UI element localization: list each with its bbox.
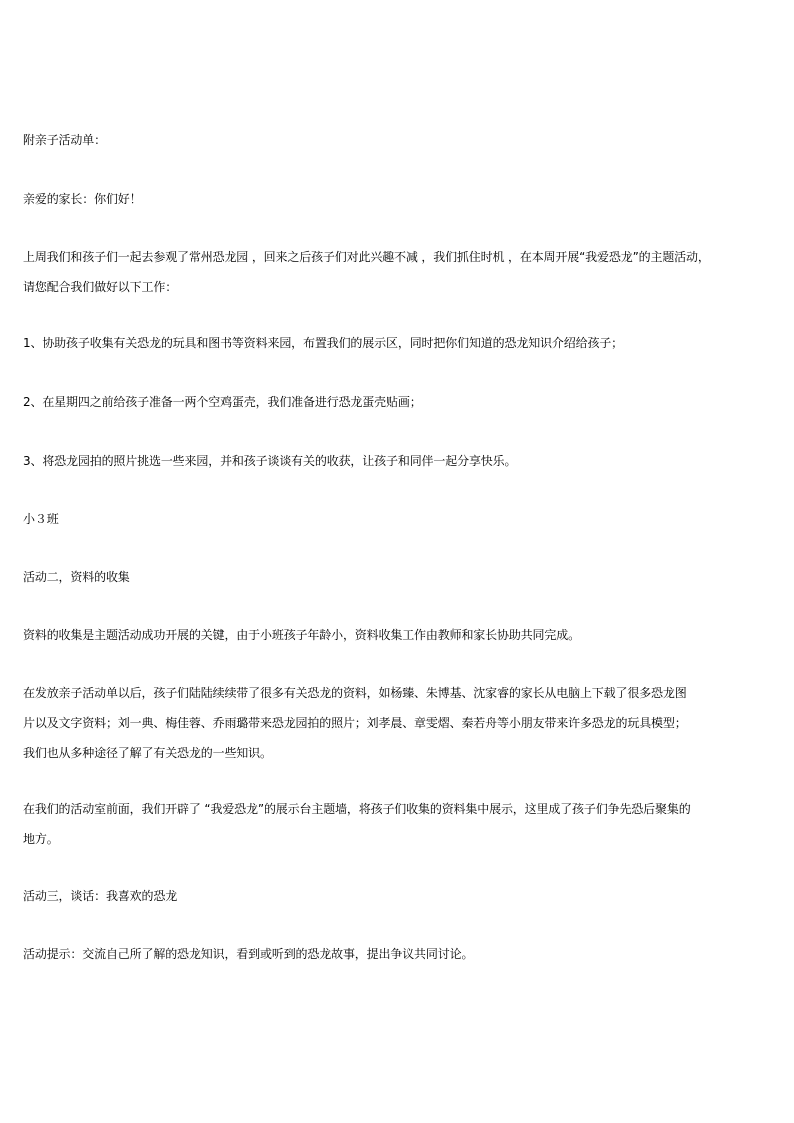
activity-2-paragraph-3 [23, 794, 778, 854]
task-item-3: 3、将恐龙园拍的照片挑选一些来园，并和孩子谈谈有关的收获，让孩子和同伴一起分享快乐。 [23, 454, 517, 468]
attachment-title: 附亲子活动单： [23, 133, 106, 147]
activity-3-heading: 活动三，谈话：我喜欢的恐龙 [23, 889, 178, 903]
activity-2-paragraph-2-line-3: 我们也从多种途径了解了有关恐龙的一些知识。 [23, 746, 272, 760]
activity-2-paragraph-2-line-1: 在发放亲子活动单以后，孩子们陆陆续续带了很多有关恐龙的资料，如杨臻、朱博基、沈家睿的家长从电脑上下载了很多恐龙图 [23, 686, 687, 700]
greeting: 亲爱的家长：你们好！ [23, 192, 142, 206]
intro-line-1: 上周我们和孩子们一起去参观了常州恐龙园 ，回来之后孩子们对此兴趣不减 ，我们抓住时机 ，在本周开展“我爱恐龙”的主题活动， [23, 250, 710, 264]
intro-line-2: 请您配合我们做好以下工作： [23, 280, 178, 294]
intro-paragraph [23, 242, 778, 302]
activity-2-heading: 活动二，资料的收集 [23, 570, 130, 584]
activity-3-tip: 活动提示：交流自己所了解的恐龙知识，看到或听到的恐龙故事，提出争议共同讨论。 [23, 947, 474, 961]
activity-2-paragraph-2-line-2: 片以及文字资料；刘一典、梅佳蓉、乔雨璐带来恐龙园拍的照片；刘孝晨、章雯熠、秦若舟等小朋友带来许多恐龙的玩具模型； [23, 716, 687, 730]
activity-2-paragraph-3-line-1: 在我们的活动室前面，我们开辟了 “我爱恐龙”的展示台主题墙，将孩子们收集的资料集中展示，这里成了孩子们争先恐后聚集的 [23, 802, 691, 816]
activity-2-paragraph-3-line-2: 地方。 [23, 832, 59, 846]
activity-2-paragraph-1: 资料的收集是主题活动成功开展的关键，由于小班孩子年龄小，资料收集工作由教师和家长协助共同完成。 [23, 628, 580, 642]
task-item-2: 2、在星期四之前给孩子准备一两个空鸡蛋壳，我们准备进行恐龙蛋壳贴画； [23, 395, 422, 409]
task-item-1: 1、协助孩子收集有关恐龙的玩具和图书等资料来园，布置我们的展示区，同时把你们知道的恐龙知识介绍给孩子； [23, 336, 623, 350]
class-signature: 小３班 [23, 512, 59, 526]
activity-2-paragraph-2 [23, 678, 778, 768]
